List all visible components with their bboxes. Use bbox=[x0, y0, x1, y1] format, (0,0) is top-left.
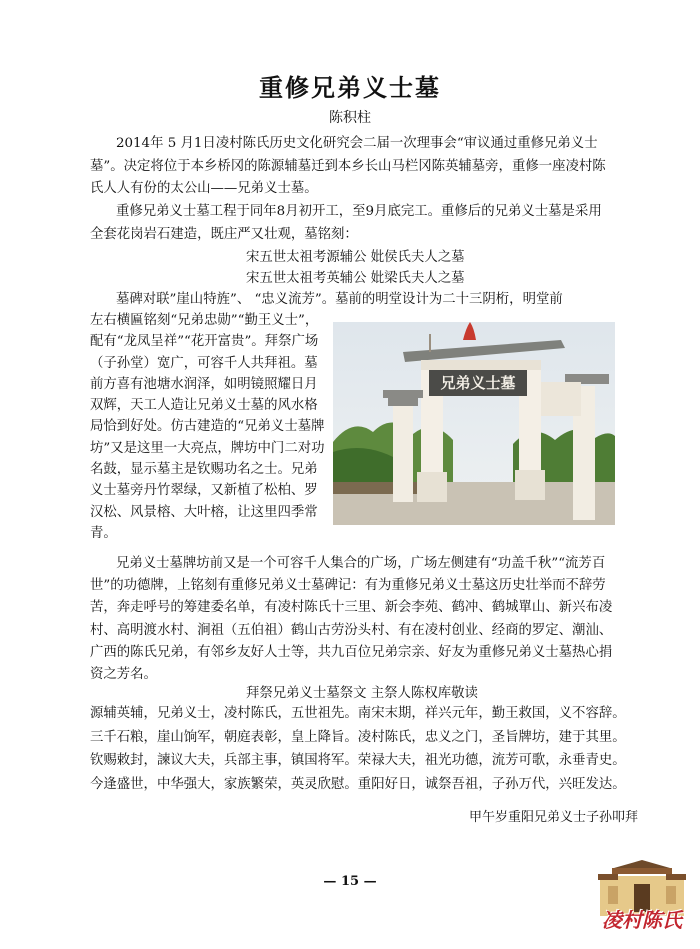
eulogy-line: 三千石粮，崖山饷军，朝庭表彰，皇上降旨。凌村陈氏，忠义之门，圣旨牌坊，建于其里。 bbox=[90, 729, 626, 745]
plaque-text: 兄弟义士墓 bbox=[440, 374, 516, 392]
eulogy-line: 源辅英辅，兄弟义士，凌村陈氏，五世祖先。南宋末期，祥兴元年，勤王救国，义不容辞。 bbox=[90, 706, 626, 721]
archway-photo bbox=[333, 322, 615, 525]
paragraph-3-body: 左右横匾铭刻“兄弟忠勋”“勤王义士”，配有“龙凤呈祥”“花开富贵”。拜祭广场（子孙堂）宽广，可容千人共拜祖。墓前方喜有池塘水润泽，如明镜照耀日月双辉，天工人造让兄弟义士墓的风水格局恰到好处。仿古建造的“兄弟义士墓牌坊”又是这里一大亮点，牌坊中门二对功名鼓，显示墓主是钦赐功名之士。兄弟义士墓旁丹竹翠绿，又新植了松柏、罗汉松、风景榕、大叶榕，让这里四季常青。 bbox=[90, 313, 325, 541]
eulogy-line: 今逢盛世，中华强大，家族繁荣，英灵欣慰。重阳好日，诚祭吾祖，子孙万代，兴旺发达。 bbox=[90, 776, 626, 792]
page-number: — 15 — bbox=[323, 874, 377, 889]
paragraph-3-head: 墓碑对联”崖山特旌”、 “忠义流芳”。墓前的明堂设计为二十三阴桁，明堂前 bbox=[116, 292, 563, 307]
eulogy-title: 拜祭兄弟义士墓祭文 主祭人陈权库敬读 bbox=[246, 686, 478, 701]
eulogy-poem bbox=[90, 702, 630, 796]
signature: 甲午岁重阳兄弟义士子孙叩拜 bbox=[468, 810, 638, 825]
paragraph-1: 2014年 5 月1日凌村陈氏历史文化研究会二届一次理事会“审议通过重修兄弟义士墓”。决定将位于本乡桥冈的陈源辅墓迁到本乡长山马栏冈陈英辅墓旁，重修一座凌村陈氏人人有份的太公山——兄弟义士墓。 bbox=[90, 136, 606, 196]
paragraph-4: 兄弟义士墓牌坊前又是一个可容千人集合的广场，广场左侧建有“功盖千秋”“流芳百世”的功德牌，上铭刻有重修兄弟义士墓碑记：有为重修兄弟义士墓这历史壮举而不辞劳苦，奔走呼号的筹建委名单，有凌村陈氏十三里、新会李苑、鹤冲、鹤城單山、新兴布凌村、高明渡水村、涧祖（五伯祖）鹤山古劳汾头村、有在凌村创业、经商的罗定、潮汕、广西的陈氏兄弟，有邻乡友好人士等，共九百位兄弟宗亲、好友为重修兄弟义士墓热心捐资之芳名。 bbox=[90, 556, 613, 683]
inscription-line-2: 宋五世太祖考英辅公 妣梁氏夫人之墓 bbox=[246, 271, 465, 286]
author-name: 陈积柱 bbox=[329, 110, 371, 126]
eulogy-line: 钦赐敕封，諫议大夫，兵部主事，镇国将军。荣禄大夫，祖光功德，流芳可歌，永垂青史。 bbox=[90, 753, 626, 768]
inscription-line-1: 宋五世太祖考源辅公 妣侯氏夫人之墓 bbox=[246, 250, 465, 265]
article-title: 重修兄弟义士墓 bbox=[259, 73, 441, 102]
paragraph-2: 重修兄弟义士墓工程于同年8月初开工，至9月底完工。重修后的兄弟义士墓是采用全套花岗岩石建造，既庄严又壮观，墓铭刻： bbox=[90, 204, 602, 242]
logo-text: 凌村陈氏 bbox=[602, 908, 682, 932]
